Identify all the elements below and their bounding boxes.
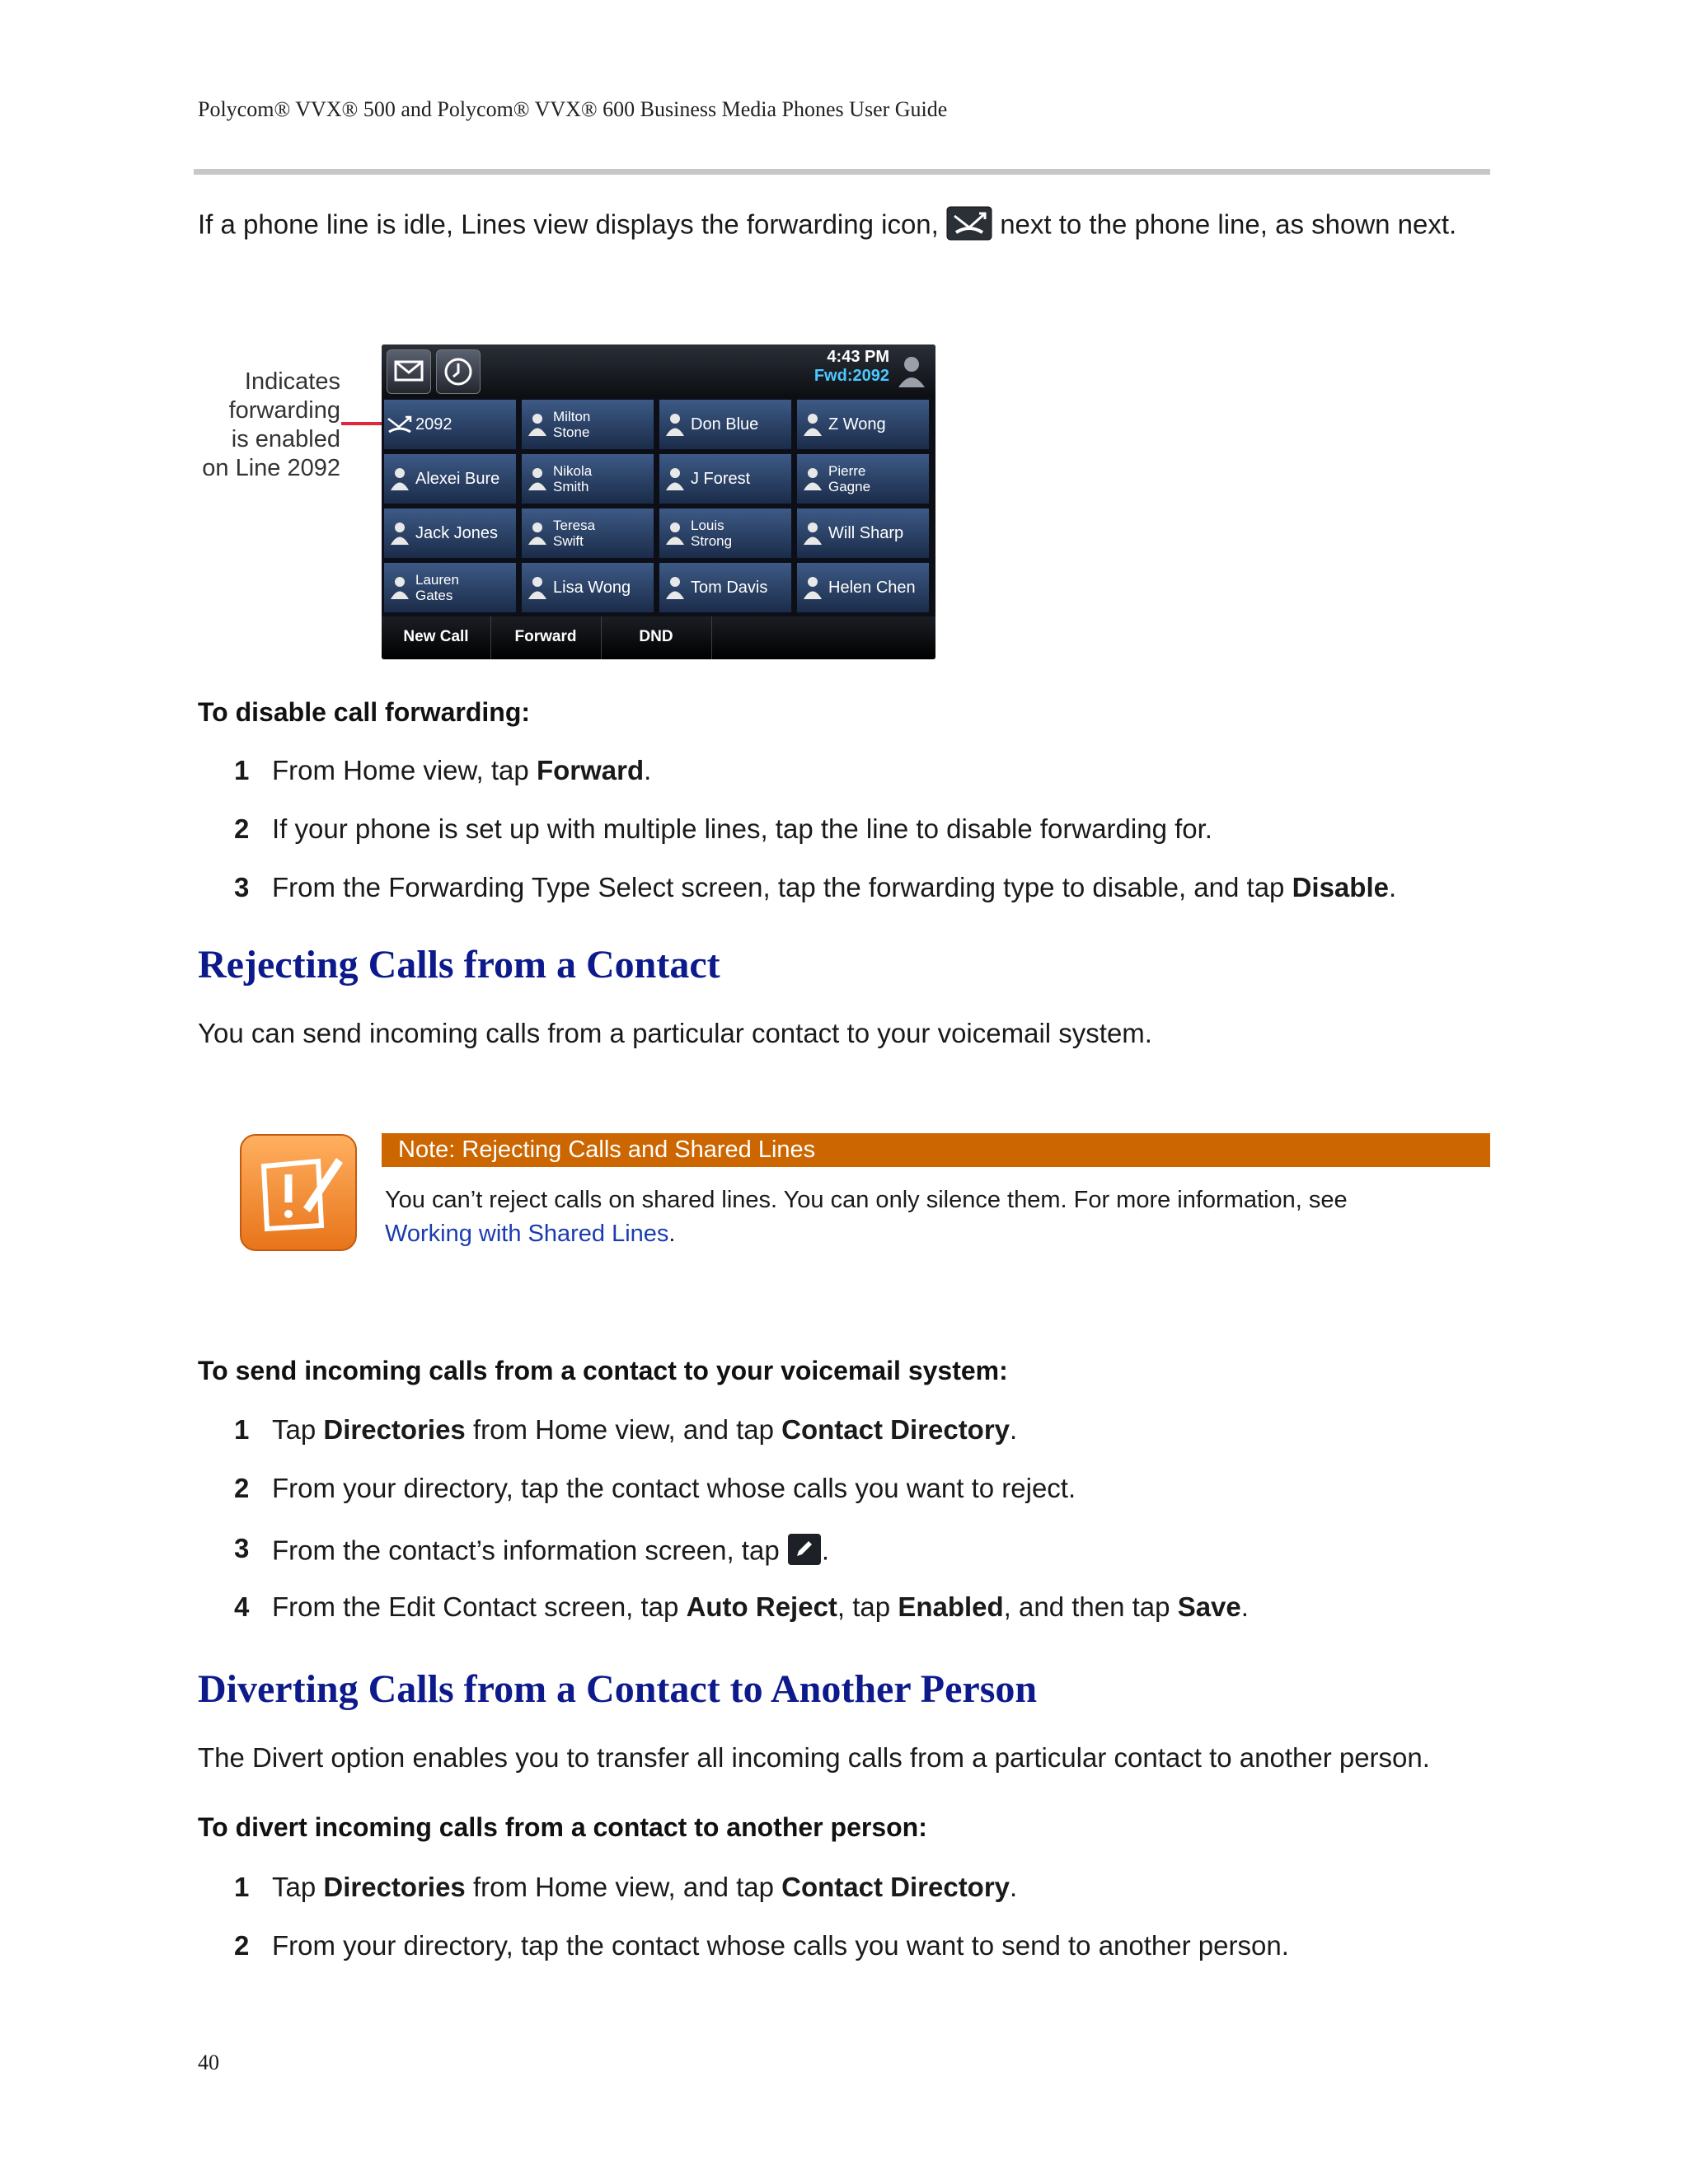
procedure-title-divert: To divert incoming calls from a contact to another person:	[198, 1812, 927, 1842]
clock-icon[interactable]	[436, 349, 481, 394]
step-text: , and then tap	[1003, 1591, 1178, 1622]
contact-line-key[interactable]	[659, 453, 792, 504]
step-text-end: .	[1010, 1414, 1018, 1445]
note-title-bar: Note: Rejecting Calls and Shared Lines	[382, 1133, 1490, 1167]
callout-line-4: on Line 2092	[202, 455, 340, 481]
contact-person-icon	[659, 521, 691, 546]
softkey-dnd[interactable]: DND	[601, 616, 712, 659]
messages-icon[interactable]	[387, 349, 431, 394]
contact-person-icon	[384, 466, 415, 491]
line-key-label: Will Sharp	[828, 524, 904, 542]
contact-line-key[interactable]	[383, 562, 517, 613]
contact-line-key[interactable]	[796, 562, 930, 613]
procedure-title-send: To send incoming calls from a contact to your voicemail system:	[198, 1356, 1008, 1385]
diverting-paragraph: The Divert option enables you to transfer all incoming calls from a particular contact to another person.	[198, 1742, 1430, 1773]
status-clock	[814, 348, 889, 386]
step-text-end: .	[1388, 872, 1397, 902]
ui-term-disable: Disable	[1292, 872, 1389, 902]
step-text: From your directory, tap the contact whose calls you want to send to another person.	[272, 1930, 1289, 1961]
phone-screen-figure	[382, 344, 935, 659]
step-number: 3	[234, 1533, 250, 1563]
line-forwarding-icon	[384, 414, 415, 435]
contact-line-key[interactable]	[521, 399, 654, 450]
step-text-end: .	[1240, 1591, 1249, 1622]
step-text: From the Forwarding Type Select screen, tap the forwarding type to disable, and tap	[272, 872, 1292, 902]
contact-person-icon	[659, 466, 691, 491]
contact-person-icon	[522, 575, 553, 600]
step-number: 3	[234, 872, 250, 902]
phone-status-bar	[382, 344, 935, 397]
ui-term-forward: Forward	[536, 755, 645, 785]
note-icon	[239, 1133, 358, 1252]
edit-icon	[787, 1533, 822, 1572]
contact-person-icon	[659, 575, 691, 600]
line-key-label: J Forest	[691, 470, 751, 488]
step-text: from Home view, and tap	[465, 1872, 782, 1902]
rejecting-paragraph: You can send incoming calls from a particular contact to your voicemail system.	[198, 1018, 1152, 1048]
contact-line-key[interactable]	[796, 508, 930, 559]
note-text-end: .	[668, 1221, 676, 1247]
softkey-forward[interactable]: Forward	[490, 616, 602, 659]
line-key-label: Teresa Swift	[553, 518, 596, 549]
line-key-label: Louis Strong	[691, 518, 733, 549]
figure-callout	[190, 368, 340, 483]
step-text-end: .	[1010, 1872, 1018, 1902]
contact-line-key[interactable]	[521, 508, 654, 559]
heading-diverting-calls: Diverting Calls from a Contact to Another Person	[198, 1667, 1038, 1711]
line-key-label: Milton Stone	[553, 409, 591, 440]
step-text: Tap	[272, 1872, 324, 1902]
step-number: 1	[234, 755, 250, 785]
step-text: From the contact’s information screen, tap	[272, 1535, 780, 1566]
header-rule	[194, 169, 1490, 175]
line-key-label: Z Wong	[828, 415, 886, 434]
contact-person-icon	[797, 412, 828, 437]
step-number: 2	[234, 813, 250, 844]
ui-term-enabled: Enabled	[898, 1591, 1004, 1622]
ui-term-contact-directory: Contact Directory	[781, 1414, 1010, 1445]
callout-line-1: Indicates	[244, 368, 340, 395]
contact-line-key[interactable]	[383, 508, 517, 559]
running-header: Polycom® VVX® 500 and Polycom® VVX® 600 Business Media Phones User Guide	[198, 97, 948, 121]
contact-line-key[interactable]	[796, 453, 930, 504]
status-time: 4:43 PM	[827, 348, 889, 366]
user-avatar-icon	[896, 353, 927, 389]
callout-line-2: forwarding	[228, 397, 340, 424]
callout-line-3: is enabled	[231, 426, 340, 452]
ui-term-save: Save	[1177, 1591, 1241, 1622]
status-forward: Fwd:2092	[814, 367, 889, 385]
contact-line-key[interactable]	[521, 453, 654, 504]
procedure-title-disable: To disable call forwarding:	[198, 697, 531, 727]
intro-text-before: If a phone line is idle, Lines view displays the forwarding icon,	[198, 209, 939, 240]
step-text: From Home view, tap	[272, 755, 537, 785]
step-number: 2	[234, 1473, 250, 1503]
line-key-label: Jack Jones	[415, 524, 499, 542]
contact-line-key[interactable]	[659, 562, 792, 613]
page-number: 40	[198, 2050, 219, 2074]
ui-term-contact-directory: Contact Directory	[781, 1872, 1010, 1902]
line-key-label: Alexei Bure	[415, 470, 500, 488]
softkey-new-call[interactable]: New Call	[382, 616, 491, 659]
line-key-label: Nikola Smith	[553, 463, 593, 494]
step-text: From the Edit Contact screen, tap	[272, 1591, 687, 1622]
contact-person-icon	[797, 575, 828, 600]
step-number: 4	[234, 1591, 250, 1622]
line-key-label: 2092	[415, 415, 452, 434]
ui-term-directories: Directories	[323, 1872, 466, 1902]
step-text: If your phone is set up with multiple lines, tap the line to disable forwarding for.	[272, 813, 1212, 844]
step-number: 2	[234, 1930, 250, 1961]
step-text: Tap	[272, 1414, 324, 1445]
contact-person-icon	[659, 412, 691, 437]
contact-line-key[interactable]	[659, 508, 792, 559]
line-key-label: Tom Davis	[691, 579, 768, 597]
step-number: 1	[234, 1872, 250, 1902]
contact-line-key[interactable]	[521, 562, 654, 613]
link-working-with-shared-lines[interactable]: Working with Shared Lines	[385, 1221, 669, 1247]
line-key-2092[interactable]	[383, 399, 517, 450]
contact-person-icon	[522, 521, 553, 546]
step-number: 1	[234, 1414, 250, 1445]
contact-person-icon	[522, 466, 553, 491]
line-key-label: Lisa Wong	[553, 579, 631, 597]
line-key-label: Don Blue	[691, 415, 759, 434]
intro-paragraph	[198, 206, 1456, 247]
contact-person-icon	[797, 466, 828, 491]
step-text-end: .	[821, 1535, 830, 1566]
intro-text-after: next to the phone line, as shown next.	[1000, 209, 1457, 240]
line-key-label: Helen Chen	[828, 579, 916, 597]
step-text: From your directory, tap the contact whose calls you want to reject.	[272, 1473, 1076, 1503]
line-key-label: Lauren Gates	[415, 572, 459, 603]
contact-line-key[interactable]	[796, 399, 930, 450]
note-body	[385, 1183, 1348, 1251]
step-text: from Home view, and tap	[465, 1414, 782, 1445]
softkey-bar	[382, 616, 935, 659]
forwarding-icon	[946, 206, 992, 247]
contact-person-icon	[384, 521, 415, 546]
step-text: , tap	[837, 1591, 898, 1622]
ui-term-auto-reject: Auto Reject	[686, 1591, 837, 1622]
contact-line-key[interactable]	[659, 399, 792, 450]
contact-person-icon	[522, 412, 553, 437]
heading-rejecting-calls: Rejecting Calls from a Contact	[198, 943, 720, 987]
step-text-end: .	[644, 755, 652, 785]
line-key-label: Pierre Gagne	[828, 463, 871, 494]
note-text: You can’t reject calls on shared lines. You can only silence them. For more information, see	[385, 1187, 1348, 1213]
ui-term-directories: Directories	[323, 1414, 466, 1445]
contact-person-icon	[797, 521, 828, 546]
contact-person-icon	[384, 575, 415, 600]
contact-line-key[interactable]	[383, 453, 517, 504]
